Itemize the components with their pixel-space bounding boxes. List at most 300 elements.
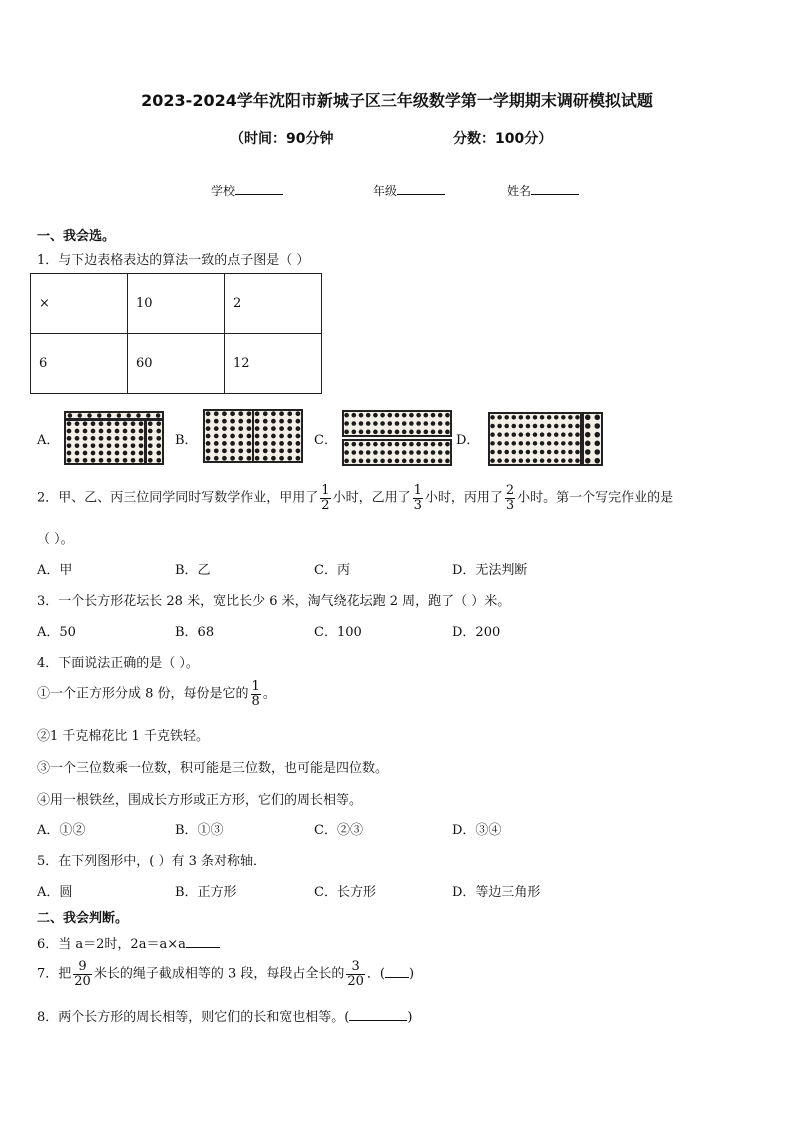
- dot: [561, 415, 566, 420]
- dot: [431, 442, 436, 447]
- page-title: 2023-2024学年沈阳市新城子区三年级数学第一学期期末调研模拟试题: [141, 91, 653, 110]
- dot: [387, 413, 392, 418]
- dot: [247, 411, 252, 416]
- dot: [533, 441, 538, 446]
- dot: [247, 434, 252, 439]
- dot: [359, 413, 364, 418]
- question-5: 5．在下列图形中，( ）有 3 条对称轴．: [37, 854, 267, 869]
- dot: [271, 441, 276, 446]
- question-7: [37, 960, 414, 988]
- dot: [497, 415, 502, 420]
- q5-option-d[interactable]: D．等边三角形: [452, 885, 541, 900]
- dot: [344, 450, 349, 455]
- dot: [594, 415, 600, 421]
- dot: [512, 458, 517, 463]
- dot: [490, 432, 495, 437]
- dot: [222, 426, 227, 431]
- dot: [99, 421, 104, 426]
- dot: [148, 458, 153, 463]
- dot: [575, 441, 580, 446]
- statement-4: ④用一根铁丝，围成长方形或正方形，它们的周长相等。: [37, 793, 363, 808]
- dot: [287, 419, 292, 424]
- dot: [540, 458, 545, 463]
- dot: [91, 443, 96, 448]
- dot: [526, 458, 531, 463]
- dot: [83, 443, 88, 448]
- dot: [373, 430, 378, 435]
- question-7-text-3: ．(: [366, 966, 385, 982]
- dot: [438, 421, 443, 426]
- dot: [91, 429, 96, 434]
- answer-blank[interactable]: [385, 965, 409, 978]
- school-blank[interactable]: [235, 182, 283, 195]
- q2-option-c[interactable]: C．丙: [314, 563, 350, 578]
- name-field: [507, 182, 579, 199]
- dot: [75, 429, 80, 434]
- dot: [568, 424, 573, 429]
- dot: [287, 434, 292, 439]
- fraction-3-20: [346, 960, 365, 988]
- dot: [67, 451, 72, 456]
- question-8-text: 8．两个长方形的周长相等，则它们的长和宽也相等。(: [37, 1010, 350, 1025]
- q3-option-c[interactable]: C．100: [314, 625, 362, 640]
- dot-array-option-c[interactable]: [341, 409, 453, 467]
- dot: [344, 442, 349, 447]
- dot: [380, 421, 385, 426]
- school-label: 学校: [211, 184, 236, 198]
- denominator: 20: [347, 973, 364, 989]
- dot: [554, 432, 559, 437]
- dot: [222, 441, 227, 446]
- dot: [99, 429, 104, 434]
- dot: [568, 441, 573, 446]
- dot: [126, 413, 130, 417]
- dot-array-option-a[interactable]: [63, 410, 165, 466]
- dot-block: [253, 410, 302, 462]
- dot: [416, 421, 421, 426]
- dot: [344, 421, 349, 426]
- dot: [156, 436, 161, 441]
- dot: [561, 424, 566, 429]
- dot: [519, 441, 524, 446]
- dot: [554, 458, 559, 463]
- q2-option-a[interactable]: A．甲: [37, 563, 73, 578]
- dot: [568, 432, 573, 437]
- dot: [431, 450, 436, 455]
- table-cell: 12: [225, 334, 322, 394]
- dot: [445, 413, 450, 418]
- dot: [263, 419, 268, 424]
- dot: [547, 424, 552, 429]
- dot: [519, 424, 524, 429]
- dot-block: [146, 420, 163, 464]
- q1-option-d-label[interactable]: D．: [456, 433, 480, 448]
- dot: [416, 442, 421, 447]
- dot: [402, 459, 407, 464]
- dot: [131, 458, 136, 463]
- dot: [67, 429, 72, 434]
- dot: [206, 419, 211, 424]
- numerator: 9: [78, 959, 87, 974]
- dot: [271, 434, 276, 439]
- dot: [585, 415, 591, 421]
- dot: [594, 441, 600, 447]
- denominator: 8: [251, 693, 260, 709]
- dot-grid-b: [204, 410, 302, 462]
- dot: [156, 458, 161, 463]
- dot: [296, 441, 301, 446]
- question-2: [37, 484, 673, 512]
- dot: [107, 443, 112, 448]
- dot: [490, 415, 495, 420]
- dot: [230, 441, 235, 446]
- question-8: [37, 1006, 412, 1025]
- dot: [533, 450, 538, 455]
- dot: [115, 458, 120, 463]
- dot: [123, 458, 128, 463]
- dot: [445, 450, 450, 455]
- dot: [409, 421, 414, 426]
- dot: [214, 441, 219, 446]
- dot: [222, 419, 227, 424]
- dot: [214, 456, 219, 461]
- dot: [402, 450, 407, 455]
- q1-option-a-label[interactable]: A．: [37, 433, 60, 448]
- dot: [287, 448, 292, 453]
- dot: [156, 421, 161, 426]
- dot: [402, 421, 407, 426]
- q5-option-a[interactable]: A．圆: [37, 885, 73, 900]
- dot: [351, 421, 356, 426]
- dot: [279, 434, 284, 439]
- fraction-9-20: [73, 960, 92, 988]
- q5-option-c[interactable]: C．长方形: [314, 885, 376, 900]
- dot: [512, 450, 517, 455]
- dot: [279, 411, 284, 416]
- dot: [255, 441, 260, 446]
- dot: [395, 450, 400, 455]
- dot: [438, 459, 443, 464]
- dot: [519, 458, 524, 463]
- table-cell: 60: [128, 334, 225, 394]
- q4-option-b[interactable]: B．①③: [175, 823, 224, 838]
- dot: [533, 458, 538, 463]
- dot: [87, 413, 91, 417]
- q3-option-a[interactable]: A．50: [37, 625, 76, 640]
- question-6-text: 6．当 a＝2时，2a＝a×a: [37, 937, 186, 952]
- dot: [206, 441, 211, 446]
- dot: [214, 426, 219, 431]
- dot: [115, 429, 120, 434]
- dot: [395, 459, 400, 464]
- dot: [497, 450, 502, 455]
- question-6: [37, 933, 220, 952]
- dot-array-option-d[interactable]: [487, 411, 604, 467]
- dot-grid-c: [343, 411, 451, 465]
- dot: [351, 413, 356, 418]
- answer-blank[interactable]: [186, 935, 220, 948]
- dot: [296, 434, 301, 439]
- dot: [561, 450, 566, 455]
- q1-option-b-label[interactable]: B．: [175, 433, 198, 448]
- denominator: 20: [74, 973, 91, 989]
- dot: [75, 451, 80, 456]
- dot: [238, 456, 243, 461]
- dot: [497, 458, 502, 463]
- q1-option-c-label[interactable]: C．: [314, 433, 337, 448]
- dot: [497, 432, 502, 437]
- denominator: 2: [321, 497, 330, 513]
- dot: [547, 458, 552, 463]
- dot: [139, 436, 144, 441]
- dot: [547, 432, 552, 437]
- q3-option-b[interactable]: B．68: [175, 625, 215, 640]
- dot: [131, 429, 136, 434]
- dot: [148, 429, 153, 434]
- dot: [287, 441, 292, 446]
- dot: [247, 441, 252, 446]
- dot: [504, 415, 509, 420]
- dot: [148, 421, 153, 426]
- dot: [131, 443, 136, 448]
- dot: [373, 421, 378, 426]
- dot: [547, 415, 552, 420]
- dot: [279, 426, 284, 431]
- table-cell: ×: [31, 274, 128, 334]
- dot: [585, 423, 591, 429]
- dot: [445, 442, 450, 447]
- q4-option-c[interactable]: C．②③: [314, 823, 363, 838]
- dot: [222, 456, 227, 461]
- dot: [247, 419, 252, 424]
- dot: [561, 441, 566, 446]
- dot: [402, 413, 407, 418]
- dot: [263, 456, 268, 461]
- dot: [504, 424, 509, 429]
- dot: [230, 419, 235, 424]
- dot: [526, 424, 531, 429]
- dot: [115, 451, 120, 456]
- dot: [351, 459, 356, 464]
- grade-blank[interactable]: [397, 182, 445, 195]
- dot: [366, 413, 371, 418]
- dot: [526, 415, 531, 420]
- dot: [91, 458, 96, 463]
- dot: [351, 450, 356, 455]
- dot: [438, 442, 443, 447]
- dot: [156, 451, 161, 456]
- fraction-1-3: [413, 484, 423, 512]
- dot: [380, 459, 385, 464]
- q2-option-b[interactable]: B．乙: [175, 563, 211, 578]
- name-blank[interactable]: [531, 182, 579, 195]
- question-1: 1．与下边表格表达的算法一致的点子图是（ ）: [37, 253, 310, 268]
- dot: [512, 424, 517, 429]
- dot: [416, 430, 421, 435]
- dot: [554, 450, 559, 455]
- dot: [575, 458, 580, 463]
- dot: [139, 443, 144, 448]
- dot: [512, 415, 517, 420]
- dot: [255, 434, 260, 439]
- dot: [561, 432, 566, 437]
- dot: [139, 458, 144, 463]
- dot: [123, 421, 128, 426]
- dot: [148, 443, 153, 448]
- dot-block: [204, 410, 253, 462]
- grade-field: [373, 182, 445, 199]
- dot: [247, 448, 252, 453]
- dot: [238, 411, 243, 416]
- dot: [263, 426, 268, 431]
- dot: [271, 426, 276, 431]
- exam-score: 分数：100分）: [453, 131, 553, 147]
- q4-option-a[interactable]: A．①②: [37, 823, 86, 838]
- dot-block: [489, 413, 581, 465]
- dot: [497, 441, 502, 446]
- school-field: [211, 182, 283, 199]
- dot: [230, 426, 235, 431]
- dot: [431, 421, 436, 426]
- statement-1-text: ①一个正方形分成 8 份，每份是它的: [37, 686, 249, 702]
- q4-option-d[interactable]: D．③④: [452, 823, 502, 838]
- dot: [568, 458, 573, 463]
- dot: [238, 434, 243, 439]
- dot: [387, 430, 392, 435]
- numerator: 1: [413, 483, 422, 498]
- dot: [540, 450, 545, 455]
- dot: [99, 451, 104, 456]
- statement-3: ③一个三位数乘一位数，积可能是三位数，也可能是四位数。: [37, 761, 389, 776]
- dot: [107, 458, 112, 463]
- table-cell: 2: [225, 274, 322, 334]
- dot: [402, 430, 407, 435]
- dot: [222, 411, 227, 416]
- dot: [238, 419, 243, 424]
- dot: [351, 442, 356, 447]
- dot-block: [65, 420, 145, 464]
- dot: [83, 458, 88, 463]
- question-7-text-4: ): [409, 966, 415, 982]
- dot: [526, 450, 531, 455]
- dot: [156, 429, 161, 434]
- dot: [359, 459, 364, 464]
- dot: [75, 421, 80, 426]
- dot: [296, 411, 301, 416]
- section-1-heading: 一、我会选。: [37, 229, 116, 244]
- dot: [156, 443, 161, 448]
- answer-blank[interactable]: [349, 1008, 407, 1021]
- dot: [519, 432, 524, 437]
- dot: [83, 421, 88, 426]
- q2-text-1: 2．甲、乙、丙三位同学同时写数学作业，甲用了: [37, 490, 319, 506]
- dot: [585, 441, 591, 447]
- dot: [409, 459, 414, 464]
- dot: [554, 441, 559, 446]
- dot: [123, 429, 128, 434]
- dot: [206, 448, 211, 453]
- dot: [540, 441, 545, 446]
- denominator: 3: [505, 497, 515, 513]
- dot: [214, 448, 219, 453]
- dot: [359, 450, 364, 455]
- dot: [156, 413, 160, 417]
- question-3: 3．一个长方形花坛长 28 米，宽比长少 6 米，淘气绕花坛跑 2 周，跑了（ ）米。: [37, 594, 511, 609]
- dot: [83, 429, 88, 434]
- dot: [75, 436, 80, 441]
- dot: [99, 443, 104, 448]
- table-cell: 6: [31, 334, 128, 394]
- dot: [445, 430, 450, 435]
- dot: [490, 441, 495, 446]
- fraction-2-3: [505, 484, 515, 512]
- dot: [594, 432, 600, 438]
- dot: [67, 458, 72, 463]
- statement-1: [37, 680, 276, 708]
- dot: [238, 448, 243, 453]
- dot: [148, 451, 153, 456]
- dot: [380, 430, 385, 435]
- section-2-heading: 二、我会判断。: [37, 911, 129, 926]
- dot: [230, 448, 235, 453]
- dot-array-option-b[interactable]: [203, 408, 303, 464]
- numerator: 3: [351, 959, 360, 974]
- dot: [547, 450, 552, 455]
- dot-grid-a: [65, 412, 163, 464]
- dot: [366, 421, 371, 426]
- dot: [123, 436, 128, 441]
- dot: [373, 450, 378, 455]
- dot: [409, 430, 414, 435]
- dot: [238, 441, 243, 446]
- dot: [115, 421, 120, 426]
- dot: [263, 448, 268, 453]
- dot: [373, 413, 378, 418]
- q2-option-d[interactable]: D．无法判断: [452, 563, 528, 578]
- q2-text-4: 小时。第一个写完作业的是: [517, 490, 674, 506]
- dot: [83, 436, 88, 441]
- dot: [148, 436, 153, 441]
- dot: [366, 450, 371, 455]
- dot: [547, 441, 552, 446]
- dot: [75, 443, 80, 448]
- dot: [107, 436, 112, 441]
- dot: [409, 450, 414, 455]
- dot: [395, 430, 400, 435]
- dot: [296, 419, 301, 424]
- dot: [247, 456, 252, 461]
- dot: [131, 451, 136, 456]
- dot: [279, 456, 284, 461]
- dot: [131, 421, 136, 426]
- dot: [519, 450, 524, 455]
- dot: [351, 430, 356, 435]
- dot: [99, 458, 104, 463]
- dot: [540, 424, 545, 429]
- q5-option-b[interactable]: B．正方形: [175, 885, 237, 900]
- dot: [107, 413, 111, 417]
- dot: [97, 413, 101, 417]
- dot: [247, 426, 252, 431]
- q3-option-d[interactable]: D．200: [452, 625, 501, 640]
- dot: [533, 415, 538, 420]
- dot: [287, 411, 292, 416]
- dot: [230, 411, 235, 416]
- numerator: 1: [321, 483, 330, 498]
- dot: [431, 413, 436, 418]
- dot: [344, 430, 349, 435]
- dot: [554, 415, 559, 420]
